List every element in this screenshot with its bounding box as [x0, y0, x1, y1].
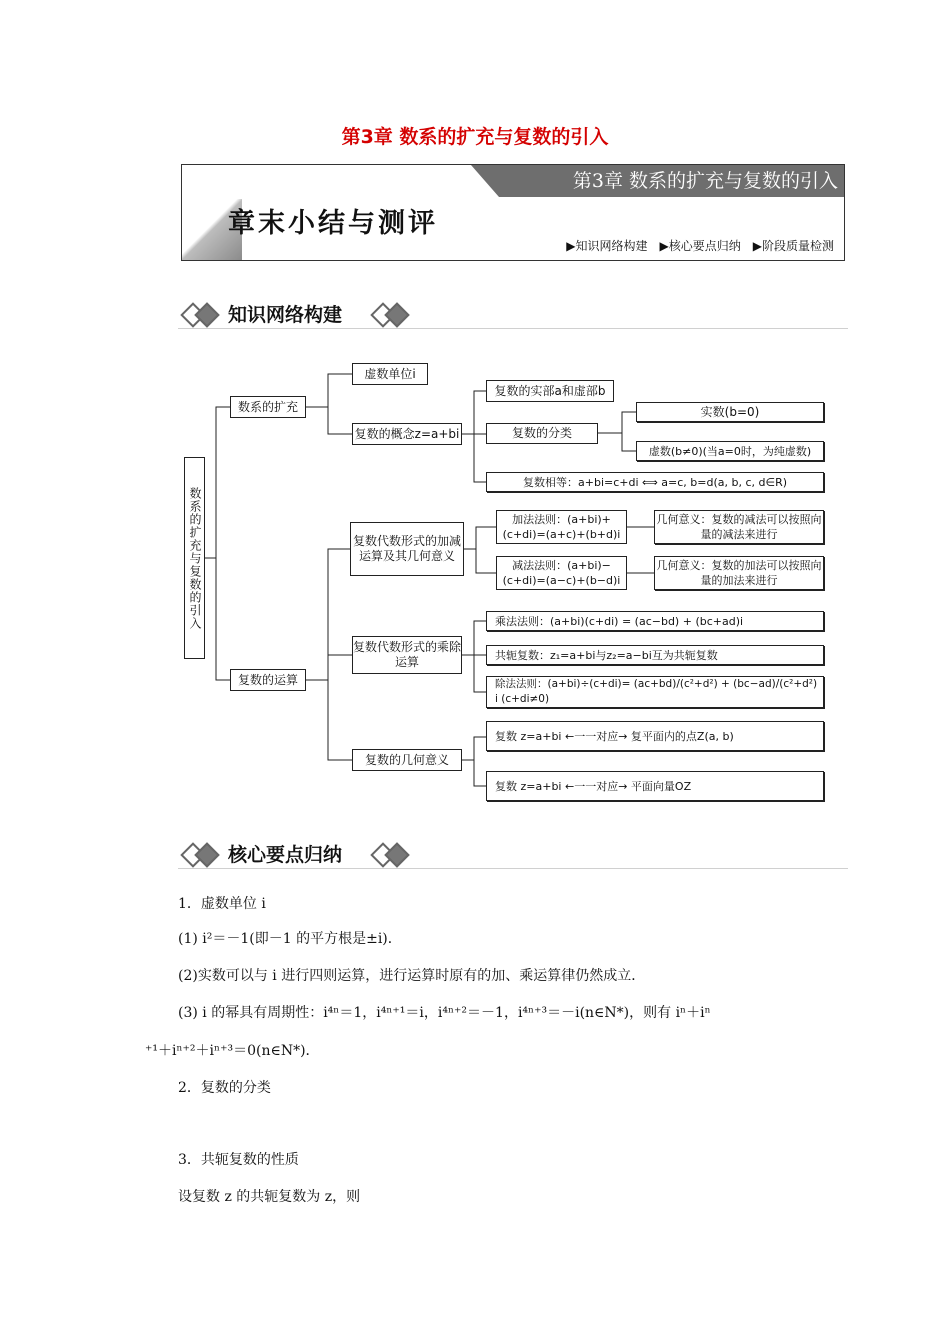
node-real: 实数(b=0): [636, 402, 824, 422]
banner-main-title: 章末小结与测评: [228, 208, 438, 239]
node-geo-point: 复数 z=a+bi ←一一对应→ 复平面内的点Z(a, b): [486, 721, 824, 751]
node-geometry: 复数的几何意义: [352, 749, 462, 771]
node-add-rule: 加法法则：(a+bi)+(c+di)=(a+c)+(b+d)i: [496, 510, 627, 544]
node-equality: 复数相等：a+bi=c+di ⟺ a=c, b=d(a, b, c, d∈R): [486, 472, 824, 492]
node-div-rule: 除法法则：(a+bi)÷(c+di)= (ac+bd)/(c²+d²) + (bc−ad)/(c²+d²) i (c+di≠0): [486, 676, 824, 708]
node-root: 数系的扩充与复数的引入: [184, 457, 205, 659]
node-add-sub: 复数代数形式的加减运算及其几何意义: [350, 522, 464, 576]
para-4: ⁺¹＋iⁿ⁺²＋iⁿ⁺³＝0(n∈N*)．: [145, 1043, 320, 1059]
node-mul-rule: 乘法法则：(a+bi)(c+di) = (ac−bd) + (bc+ad)i: [486, 611, 824, 631]
node-real-imag-parts: 复数的实部a和虚部b: [486, 380, 614, 402]
diamond-icon: [194, 842, 219, 867]
para-2: (2)实数可以与 i 进行四则运算，进行运算时原有的加、乘运算律仍然成立．: [178, 968, 646, 984]
node-operations: 复数的运算: [230, 669, 306, 691]
node-imaginary: 虚数(b≠0)(当a=0时，为纯虚数): [636, 441, 824, 461]
node-sub-geometry: 几何意义：复数的加法可以按照向量的加法来进行: [654, 556, 824, 590]
diamond-icon: [384, 842, 409, 867]
para-3: (3) i 的幂具有周期性：i⁴ⁿ＝1，i⁴ⁿ⁺¹＝i，i⁴ⁿ⁺²＝－1，i⁴ⁿ⁺³＝－i(n∈N*)，则有 iⁿ＋iⁿ: [178, 1005, 711, 1021]
node-classification: 复数的分类: [486, 423, 598, 444]
section-network-title: 知识网络构建: [228, 304, 343, 326]
page-title: 第3章 数系的扩充与复数的引入: [341, 126, 609, 148]
section-core-title: 核心要点归纳: [228, 844, 343, 866]
nav-core[interactable]: ▶核心要点归纳: [659, 239, 741, 253]
heading-classification: 2．复数的分类: [178, 1080, 271, 1096]
para-5: 设复数 z 的共轭复数为 z，则: [178, 1189, 361, 1205]
nav-test[interactable]: ▶阶段质量检测: [752, 239, 834, 253]
heading-imag-unit: 1．虚数单位 i: [178, 896, 266, 912]
heading-conjugate: 3．共轭复数的性质: [178, 1152, 299, 1168]
banner-chapter-tab: 第3章 数系的扩充与复数的引入: [499, 165, 844, 197]
section-core: [178, 838, 848, 869]
node-conjugate: 共轭复数：z₁=a+bi与z₂=a−bi互为共轭复数: [486, 645, 824, 665]
para-1: (1) i²＝－1(即－1 的平方根是±i)．: [178, 931, 402, 947]
node-concept: 复数的概念z=a+bi: [352, 423, 462, 445]
node-geo-vector: 复数 z=a+bi ←一一对应→ 平面向量OZ: [486, 771, 824, 801]
node-extension: 数系的扩充: [230, 396, 306, 418]
node-imag-unit: 虚数单位i: [352, 363, 428, 385]
node-add-geometry: 几何意义：复数的减法可以按照向量的减法来进行: [654, 510, 824, 544]
node-sub-rule: 减法法则：(a+bi)−(c+di)=(a−c)+(b−d)i: [496, 556, 627, 590]
node-mul-div: 复数代数形式的乘除运算: [352, 636, 462, 674]
nav-network[interactable]: ▶知识网络构建: [566, 239, 648, 253]
